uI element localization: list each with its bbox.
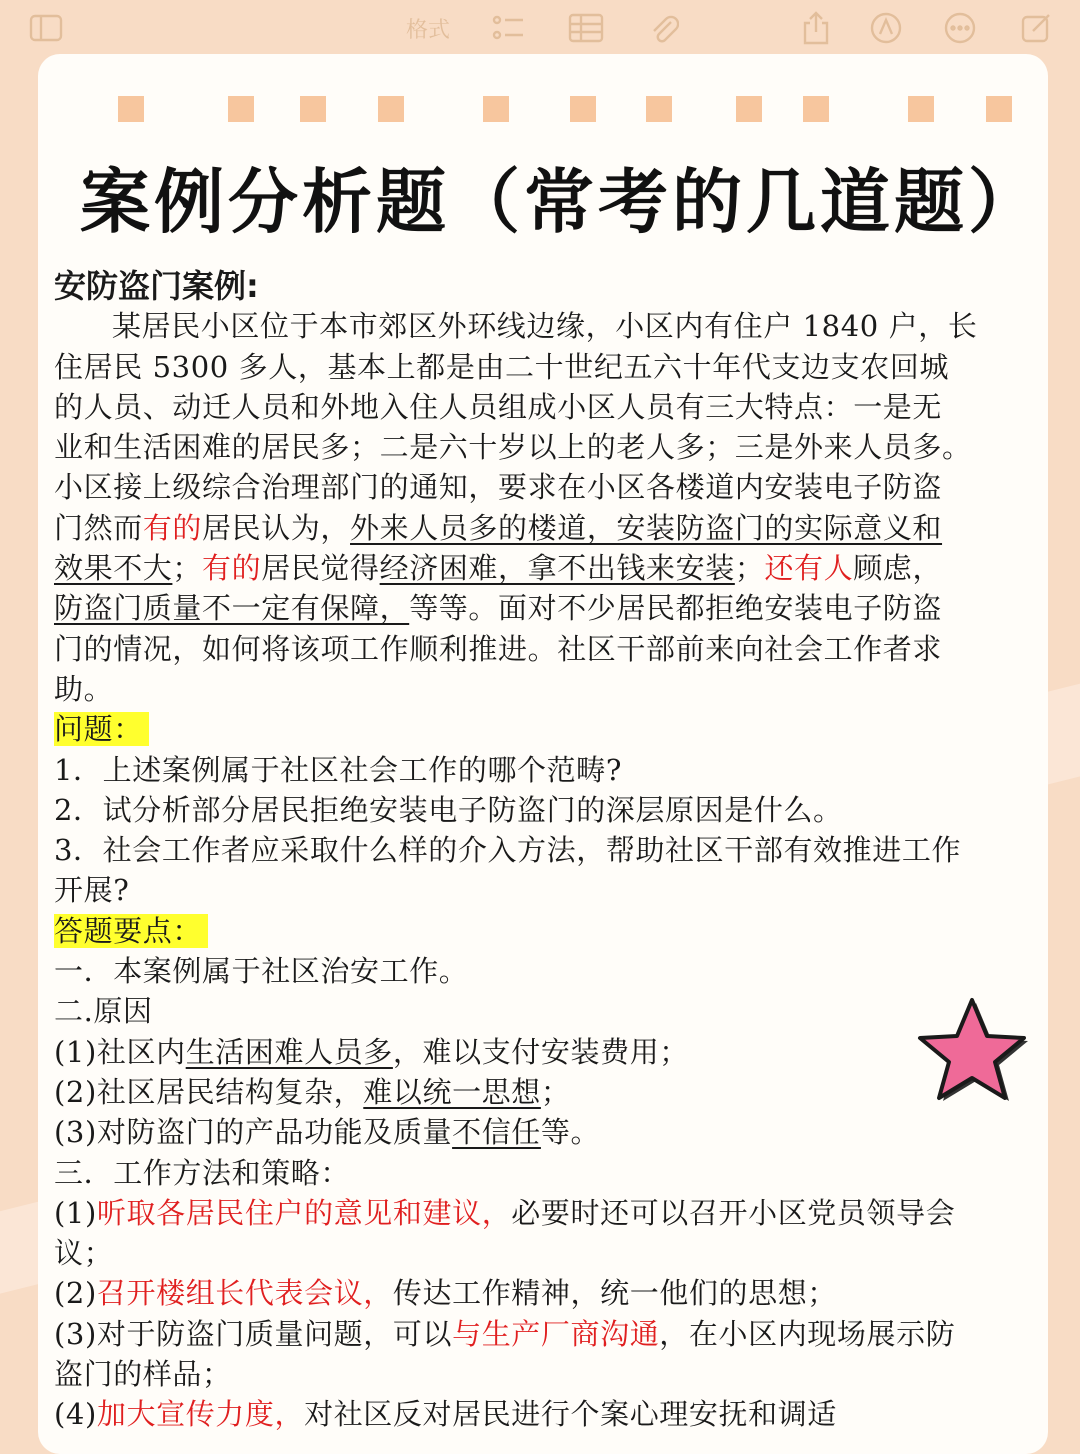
reason-item xyxy=(54,1112,1042,1152)
underlined-text: 经济困难，拿不出钱来安装 xyxy=(379,551,735,586)
text-span: (3)对防盗门的产品功能及质量 xyxy=(54,1115,453,1150)
answers-heading: 答题要点： xyxy=(54,914,208,948)
answer-item: 一．本案例属于社区治安工作。 xyxy=(54,954,469,989)
strategy-item xyxy=(54,1314,1042,1354)
strategy-item xyxy=(54,1193,1042,1233)
card-tab xyxy=(570,96,596,122)
underlined-text: 难以统一思想 xyxy=(363,1074,541,1109)
answer-item: 三．工作方法和策略： xyxy=(54,1155,351,1190)
star-icon xyxy=(910,994,1030,1104)
case-line: 小区接上级综合治理部门的通知，要求在小区各楼道内安装电子防盗 xyxy=(54,470,943,505)
text-span: ，难以支付安装费用； xyxy=(392,1034,689,1069)
card-tab xyxy=(736,96,762,122)
underlined-text: 外来人员多的楼道，安装防盗门的实际意义和 xyxy=(350,510,943,545)
question-item: 3．社会工作者应采取什么样的介入方法，帮助社区干部有效推进工作 xyxy=(54,833,962,868)
notes-toolbar xyxy=(0,0,1080,56)
red-emphasis: 听取各居民住户的意见和建议， xyxy=(96,1195,512,1230)
text-span: ； xyxy=(172,551,203,586)
card-tabs xyxy=(38,72,1048,132)
case-heading: 安防盗门案例: xyxy=(54,267,259,305)
question-item: 开展? xyxy=(54,873,130,908)
text-span: (1) xyxy=(54,1195,97,1230)
text-span: (1)社区内 xyxy=(54,1034,186,1069)
card-tab xyxy=(646,96,672,122)
underlined-text: 不信任 xyxy=(452,1115,541,1150)
text-span: (3)对于防盗门质量问题，可以 xyxy=(54,1316,453,1351)
card-tab xyxy=(483,96,509,122)
text-span: (2) xyxy=(54,1276,97,1311)
question-item: 2．试分析部分居民拒绝安装电子防盗门的深层原因是什么。 xyxy=(54,792,843,827)
compose-icon[interactable] xyxy=(1018,10,1054,46)
case-line: 某居民小区位于本市郊区外环线边缘，小区内有住户 1840 户，长 xyxy=(112,309,978,344)
question-item: 1．上述案例属于社区社会工作的哪个范畴? xyxy=(54,752,622,787)
red-emphasis: 召开楼组长代表会议， xyxy=(96,1276,393,1311)
card-tab xyxy=(378,96,404,122)
case-line xyxy=(54,548,1042,588)
card-tab xyxy=(228,96,254,122)
text-span: 传达工作精神，统一他们的思想； xyxy=(392,1276,837,1311)
text-span: ； xyxy=(540,1074,571,1109)
strategy-item xyxy=(54,1273,1042,1313)
text-span: (2)社区居民结构复杂， xyxy=(54,1074,364,1109)
card-tab xyxy=(118,96,144,122)
red-emphasis: 有的 xyxy=(202,551,262,586)
case-line xyxy=(54,508,1042,548)
strategy-item xyxy=(54,1394,1042,1434)
underlined-text: 生活困难人员多 xyxy=(185,1034,393,1069)
case-line: 住居民 5300 多人，基本上都是由二十世纪五六十年代支边支农回城 xyxy=(54,349,950,384)
red-emphasis: 还有人 xyxy=(764,551,854,586)
text-span: 等。 xyxy=(540,1115,601,1150)
text-span: 居民认为， xyxy=(202,510,351,545)
text-span: 顾虑， xyxy=(853,551,943,586)
card-tab xyxy=(986,96,1012,122)
text-span: 必要时还可以召开小区党员领导会 xyxy=(511,1195,956,1230)
questions-heading-row xyxy=(54,709,1042,749)
markup-icon[interactable] xyxy=(868,10,904,46)
questions-heading: 问题： xyxy=(54,712,149,746)
attachment-icon[interactable] xyxy=(646,10,682,46)
text-span: 对社区反对居民进行个案心理安抚和调适 xyxy=(304,1397,837,1432)
case-line: 门的情况，如何将该项工作顺利推进。社区干部前来向社会工作者求 xyxy=(54,631,943,666)
case-line: 业和生活困难的居民多；二是六十岁以上的老人多；三是外来人员多。 xyxy=(54,430,972,465)
card-tab xyxy=(908,96,934,122)
reason-item xyxy=(54,1072,1042,1112)
page-title: 案例分析题（常考的几道题） xyxy=(80,161,1042,243)
text-span: 等等。面对不少居民都拒绝安装电子防盗 xyxy=(409,591,943,626)
underlined-text: 防盗门质量不一定有保障， xyxy=(54,591,410,626)
answer-item: 二.原因 xyxy=(54,994,153,1029)
format-button[interactable] xyxy=(398,10,458,46)
note-body xyxy=(54,266,1042,1435)
format-label: 格式 xyxy=(405,17,450,43)
reason-item xyxy=(54,1032,1042,1072)
card-tab xyxy=(300,96,326,122)
strategy-item: 议； xyxy=(54,1236,114,1271)
case-line: 助。 xyxy=(54,671,114,706)
strategy-item: 盗门的样品； xyxy=(54,1357,232,1392)
text-span: (4) xyxy=(54,1397,97,1432)
text-span: ，在小区内现场展示防 xyxy=(659,1316,956,1351)
sidebar-icon[interactable] xyxy=(28,10,64,46)
answers-heading-row xyxy=(54,911,1042,951)
red-emphasis: 有的 xyxy=(142,510,203,545)
note-card xyxy=(38,54,1048,1454)
case-line xyxy=(54,588,1042,628)
table-icon[interactable] xyxy=(568,10,604,46)
list-icon[interactable] xyxy=(490,10,526,46)
case-line: 的人员、动迁人员和外地入住人员组成小区人员有三大特点：一是无 xyxy=(54,389,943,424)
share-icon[interactable] xyxy=(798,10,834,46)
text-span: 居民觉得 xyxy=(261,551,380,586)
red-emphasis: 加大宣传力度， xyxy=(96,1397,305,1432)
underlined-text: 效果不大 xyxy=(54,551,173,586)
red-emphasis: 与生产厂商沟通 xyxy=(452,1316,660,1351)
more-icon[interactable] xyxy=(942,10,978,46)
text-span: 门然而 xyxy=(54,510,143,545)
text-span: ； xyxy=(734,551,765,586)
card-tab xyxy=(803,96,829,122)
